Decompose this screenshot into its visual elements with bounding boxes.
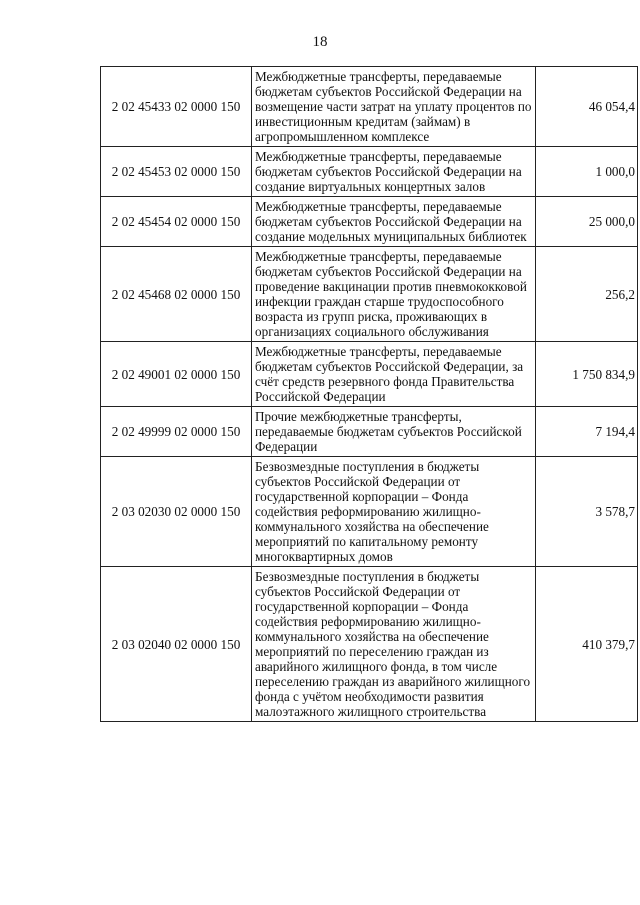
table-row	[101, 567, 638, 722]
amount-cell: 7 194,4	[536, 407, 638, 457]
amount-cell: 46 054,4	[536, 67, 638, 147]
income-name-cell: Межбюджетные трансферты, передаваемые бюджетам субъектов Российской Федерации на возмещение части затрат на уплату процентов по инвестиционным кредитам (займам) в агропромышленном комплексе	[252, 67, 536, 147]
budget-code-cell: 2 02 49999 02 0000 150	[101, 407, 252, 457]
amount-cell: 1 000,0	[536, 147, 638, 197]
table-row	[101, 247, 638, 342]
income-name-cell: Межбюджетные трансферты, передаваемые бюджетам субъектов Российской Федерации на создание модельных муниципальных библиотек	[252, 197, 536, 247]
income-name-cell: Безвозмездные поступления в бюджеты субъектов Российской Федерации от государственной корпорации – Фонда содействия реформированию жилищно-коммунального хозяйства на обеспечение мероприятий по переселению граждан из аварийного жилищного фонда, в том числе переселению граждан из аварийного жилищного фонда с учётом необходимости развития малоэтажного жилищного строительства	[252, 567, 536, 722]
amount-cell: 3 578,7	[536, 457, 638, 567]
budget-table	[100, 66, 638, 722]
budget-code-cell: 2 03 02040 02 0000 150	[101, 567, 252, 722]
amount-cell: 410 379,7	[536, 567, 638, 722]
table-row	[101, 67, 638, 147]
budget-code-cell: 2 02 45433 02 0000 150	[101, 67, 252, 147]
amount-cell: 25 000,0	[536, 197, 638, 247]
income-name-cell: Прочие межбюджетные трансферты, передаваемые бюджетам субъектов Российской Федерации	[252, 407, 536, 457]
income-name-cell: Безвозмездные поступления в бюджеты субъектов Российской Федерации от государственной корпорации – Фонда содействия реформированию жилищно-коммунального хозяйства на обеспечение мероприятий по капитальному ремонту многоквартирных домов	[252, 457, 536, 567]
table-row	[101, 197, 638, 247]
table-row	[101, 457, 638, 567]
page-number: 18	[312, 34, 328, 50]
income-name-cell: Межбюджетные трансферты, передаваемые бюджетам субъектов Российской Федерации на создание виртуальных концертных залов	[252, 147, 536, 197]
income-name-cell: Межбюджетные трансферты, передаваемые бюджетам субъектов Российской Федерации на проведение вакцинации против пневмококковой инфекции граждан старше трудоспособного возраста из групп риска, проживающих в организациях социального обслуживания	[252, 247, 536, 342]
budget-code-cell: 2 02 45454 02 0000 150	[101, 197, 252, 247]
table-row	[101, 342, 638, 407]
income-name-cell: Межбюджетные трансферты, передаваемые бюджетам субъектов Российской Федерации, за счёт средств резервного фонда Правительства Российской Федерации	[252, 342, 536, 407]
budget-code-cell: 2 02 45453 02 0000 150	[101, 147, 252, 197]
amount-cell: 1 750 834,9	[536, 342, 638, 407]
amount-cell: 256,2	[536, 247, 638, 342]
budget-code-cell: 2 02 49001 02 0000 150	[101, 342, 252, 407]
table-row	[101, 407, 638, 457]
budget-code-cell: 2 03 02030 02 0000 150	[101, 457, 252, 567]
table-row	[101, 147, 638, 197]
budget-code-cell: 2 02 45468 02 0000 150	[101, 247, 252, 342]
